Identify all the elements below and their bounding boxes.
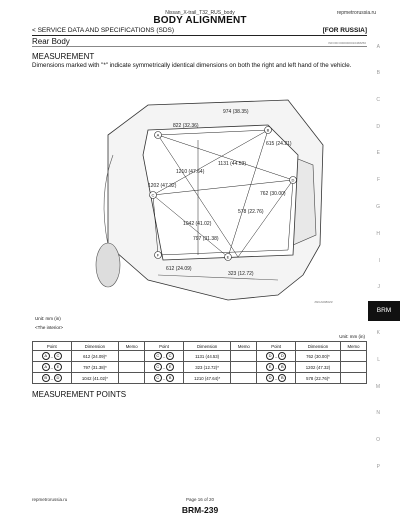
- dim-label-4: 1131 (44.53): [218, 161, 246, 167]
- dim-label-3: 615 (24.21): [266, 141, 292, 147]
- side-index-h[interactable]: H: [376, 231, 380, 237]
- measurement-points-heading: MEASUREMENT POINTS: [32, 390, 127, 399]
- point-label-e: E: [226, 254, 230, 260]
- side-index-f[interactable]: F: [376, 177, 380, 183]
- table-row: [33, 351, 367, 362]
- dim-label-1: 974 (38.35): [223, 109, 249, 115]
- side-index-c[interactable]: C: [376, 97, 380, 103]
- measurement-description: Dimensions marked with "*" indicate symmetrically identical dimensions on both the right and left hand of the vehicle.: [32, 62, 352, 69]
- point-cell: C – B: [145, 373, 184, 384]
- point-cell: A – E: [33, 362, 72, 373]
- point-label-d: D: [291, 177, 295, 183]
- dim-label-2: 822 (32.36): [173, 123, 199, 129]
- memo-cell: [231, 373, 257, 384]
- side-index-a[interactable]: A: [376, 44, 380, 50]
- column-header: Memo: [231, 342, 257, 351]
- column-header: Dimension: [183, 342, 231, 351]
- column-header: Point: [145, 342, 184, 351]
- point-cell: C – E: [145, 362, 184, 373]
- dimension-cell: 578 (22.76)*: [296, 373, 341, 384]
- section-subtitle: Rear Body: [32, 37, 70, 46]
- memo-cell: [340, 351, 366, 362]
- column-header: Memo: [119, 342, 145, 351]
- side-index-l[interactable]: L: [377, 357, 380, 363]
- page-counter: Page 16 of 20: [185, 497, 215, 502]
- section-breadcrumb[interactable]: < SERVICE DATA AND SPECIFICATIONS (SDS): [32, 27, 175, 34]
- point-cell: D – B: [257, 373, 296, 384]
- column-header: Dimension: [296, 342, 341, 351]
- side-index-i[interactable]: I: [378, 258, 380, 264]
- column-header: Memo: [340, 342, 366, 351]
- table-row: [33, 373, 367, 384]
- point-cell: B – D: [33, 373, 72, 384]
- memo-cell: [119, 373, 145, 384]
- point-label-f: F: [156, 252, 160, 258]
- side-index-d[interactable]: D: [376, 124, 380, 130]
- region-label: [FOR RUSSIA]: [322, 27, 367, 34]
- column-header: Dimension: [71, 342, 119, 351]
- column-header: Point: [33, 342, 72, 351]
- point-cell: E – B: [257, 362, 296, 373]
- dimension-cell: 612 (24.09)*: [71, 351, 119, 362]
- dim-label-5: 1210 (47.64): [176, 169, 205, 175]
- point-cell: A – C: [33, 351, 72, 362]
- dimension-cell: 797 (31.38)*: [71, 362, 119, 373]
- side-index-o[interactable]: O: [376, 437, 380, 443]
- dim-label-9: 1042 (41.02): [183, 221, 212, 227]
- side-index-p[interactable]: P: [376, 464, 380, 470]
- point-cell: C – C: [145, 351, 184, 362]
- dimension-cell: 323 (12.72)*: [183, 362, 231, 373]
- header-divider: [32, 35, 367, 36]
- column-header: Point: [257, 342, 296, 351]
- dim-label-7: 762 (30.00): [260, 191, 286, 197]
- subtitle-divider: [32, 46, 367, 47]
- table-header-row: [33, 342, 367, 351]
- dimension-cell: 1210 (47.64)*: [183, 373, 231, 384]
- brm-section-tab[interactable]: BRM: [368, 301, 400, 321]
- memo-cell: [340, 373, 366, 384]
- memo-cell: [231, 351, 257, 362]
- memo-cell: [340, 362, 366, 373]
- dimension-table: [32, 341, 367, 384]
- side-index-b[interactable]: B: [376, 70, 380, 76]
- dimension-cell: 762 (30.00)*: [296, 351, 341, 362]
- figure-unit-note: Unit: mm (in): [35, 316, 61, 321]
- dim-label-8: 578 (22.76): [238, 209, 264, 215]
- site-link-top[interactable]: repmetrorussia.ru: [336, 10, 376, 16]
- dimension-cell: 1202 (47.32): [296, 362, 341, 373]
- document-title: Nissan_X-trail_T32_RUS_body: [165, 10, 235, 16]
- site-link-footer[interactable]: repmetrorussia.ru: [32, 497, 68, 502]
- memo-cell: [119, 351, 145, 362]
- side-index-k[interactable]: K: [376, 330, 380, 336]
- side-index-j[interactable]: J: [377, 284, 380, 290]
- page-title: BODY ALIGNMENT: [153, 15, 247, 26]
- point-label-a: A: [156, 132, 160, 138]
- interior-label: <The interior>: [35, 325, 64, 330]
- side-index-n[interactable]: N: [376, 410, 380, 416]
- rear-body-diagram: [88, 95, 328, 310]
- side-index-m[interactable]: M: [375, 384, 380, 390]
- dim-label-6: 1202 (47.32): [148, 183, 177, 189]
- memo-cell: [119, 362, 145, 373]
- figure-code: JSKIA0980ZZ: [314, 300, 333, 304]
- table-row: [33, 362, 367, 373]
- dimension-cell: 1131 (44.53): [183, 351, 231, 362]
- page-number: BRM-239: [181, 505, 219, 515]
- info-id: INFOID:0000000010468250: [328, 41, 366, 45]
- point-label-c: C: [151, 192, 155, 198]
- side-index-e[interactable]: E: [376, 150, 380, 156]
- memo-cell: [231, 362, 257, 373]
- point-label-b: B: [266, 127, 270, 133]
- side-index-g[interactable]: G: [376, 204, 380, 210]
- table-unit-note: Unit: mm (in): [339, 334, 365, 339]
- dim-label-12: 323 (12.72): [228, 271, 254, 277]
- measurement-heading: MEASUREMENT: [32, 52, 95, 61]
- point-cell: D – D: [257, 351, 296, 362]
- dimension-cell: 1042 (41.02)*: [71, 373, 119, 384]
- dim-label-10: 797 (31.38): [193, 236, 219, 242]
- dim-label-11: 612 (24.09): [166, 266, 192, 272]
